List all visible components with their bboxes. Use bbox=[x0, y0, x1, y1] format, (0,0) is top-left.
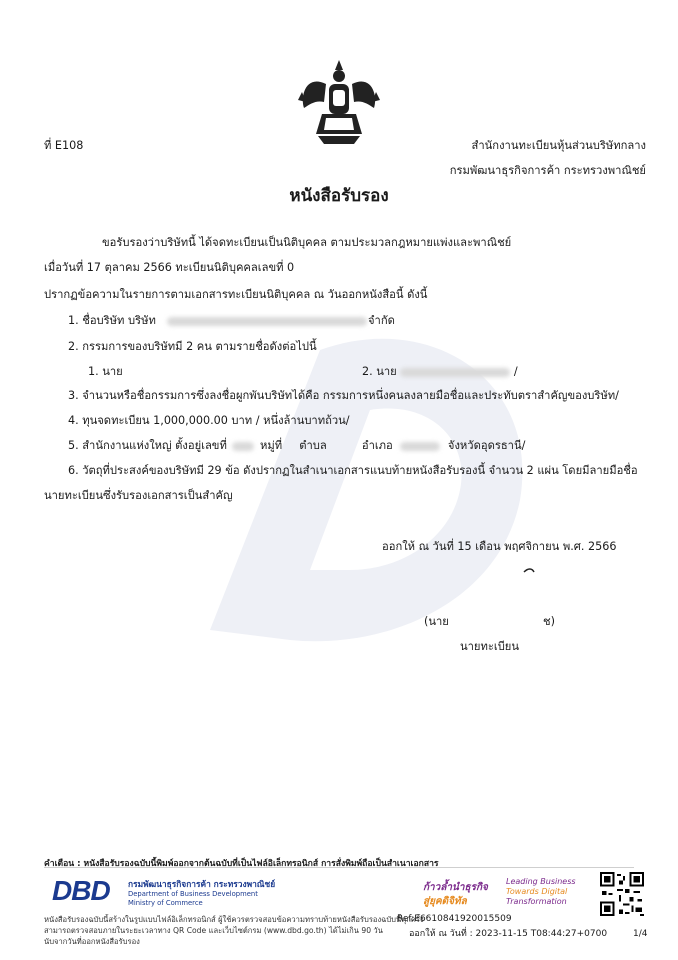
qr-code bbox=[600, 872, 644, 916]
item-company-name bbox=[68, 314, 367, 328]
redacted-amphoe bbox=[400, 442, 440, 451]
slogan-thai-2: สู่ยุคดิจิทัล bbox=[423, 896, 467, 907]
registrar-name-close: ช) bbox=[543, 615, 555, 628]
department-thai: กรมพัฒนาธุรกิจการค้า กระทรวงพาณิชย์ bbox=[128, 879, 276, 889]
slogan-english-2: Towards Digital bbox=[506, 887, 568, 896]
director-1-label: 1. นาย bbox=[88, 365, 123, 378]
intro-line-1: ขอรับรองว่าบริษัทนี้ ได้จดทะเบียนเป็นนิติบุคคล ตามประมวลกฎหมายแพ่งและพาณิชย์ bbox=[102, 236, 512, 249]
province-label: จังหวัดอุดรธานี/ bbox=[447, 439, 526, 452]
footer-divider bbox=[44, 867, 634, 868]
dbd-logo-text: DBD bbox=[52, 875, 110, 906]
item-objectives-cont: นายทะเบียนซึ่งรับรองเอกสารเป็นสำคัญ bbox=[44, 489, 233, 502]
dbd-logo bbox=[52, 876, 124, 906]
item-registered-capital: 4. ทุนจดทะเบียน 1,000,000.00 บาท / หนึ่งล้านบาทถ้วน/ bbox=[68, 414, 350, 427]
item-authorized-signatory: 3. จำนวนหรือชื่อกรรมการซึ่งลงชื่อผูกพันบริษัทได้คือ กรรมการหนึ่งคนลงลายมือชื่อและประทับตราสำคัญของบริษัท/ bbox=[68, 389, 619, 402]
signature-mark bbox=[520, 566, 540, 576]
director-2-end: / bbox=[513, 365, 518, 378]
intro-line-2-text: เมื่อวันที่ 17 ตุลาคม 2566 ทะเบียนนิติบุคคลเลขที่ 0 bbox=[44, 261, 295, 274]
document-number: ที่ E108 bbox=[44, 139, 84, 152]
registrar-title: นายทะเบียน bbox=[460, 640, 519, 653]
director-2-label: 2. นาย bbox=[362, 365, 397, 378]
director-1 bbox=[88, 365, 123, 379]
slogan-thai-1: ก้าวล้ำนำธุรกิจ bbox=[423, 882, 488, 893]
page-number: 1/4 bbox=[633, 929, 648, 939]
company-name-label: 1. ชื่อบริษัท บริษัท bbox=[68, 314, 156, 327]
redacted-house-number bbox=[232, 442, 254, 451]
slogan-english-1: Leading Business bbox=[506, 877, 576, 886]
item-objectives: 6. วัตถุที่ประสงค์ของบริษัทมี 29 ข้อ ดังปรากฏในสำเนาเอกสารแนบท้ายหนังสือรับรองนี้ จำนวน 2 แผ่น โดยมีลายมือชื่อ bbox=[68, 464, 638, 477]
item-head-office bbox=[68, 439, 525, 453]
garuda-emblem bbox=[296, 56, 382, 146]
amphoe-label: อำเภอ bbox=[361, 439, 393, 452]
footer-note-1: หนังสือรับรองฉบับนี้สร้างในรูปแบบไฟล์อิเล็กทรอนิกส์ ผู้ใช้ควรตรวจสอบข้อความทราบท้ายหนังสือรับรองฉบับนี้ทุกครั้ง bbox=[44, 915, 424, 924]
item-directors: 2. กรรมการของบริษัทมี 2 คน ตามรายชื่อดังต่อไปนี้ bbox=[68, 340, 317, 353]
director-2 bbox=[362, 365, 518, 379]
intro-line-2 bbox=[44, 261, 294, 275]
reference-number: Ref:E6610841920015509 bbox=[397, 914, 512, 924]
redacted-director-2 bbox=[400, 368, 510, 377]
registrar-name-open: (นาย bbox=[424, 615, 449, 628]
head-office-label: 5. สำนักงานแห่งใหญ่ ตั้งอยู่เลขที่ bbox=[68, 439, 227, 452]
slogan-english-3: Transformation bbox=[506, 897, 567, 906]
footer-note-2: สามารถตรวจสอบภายในระยะเวลาทาง QR Code และเว็บไซต์กรม (www.dbd.go.th) ได้ไม่เกิน 90 วัน bbox=[44, 926, 383, 935]
redacted-company-name bbox=[167, 317, 367, 326]
intro-line-3: ปรากฏข้อความในรายการตามเอกสารทะเบียนนิติบุคคล ณ วันออกหนังสือนี้ ดังนี้ bbox=[44, 288, 428, 301]
ministry-english: Ministry of Commerce bbox=[128, 899, 203, 907]
issued-date: ออกให้ ณ วันที่ 15 เดือน พฤศจิกายน พ.ศ. 2566 bbox=[382, 540, 617, 553]
footer-warning: คำเตือน : หนังสือรับรองฉบับนี้พิมพ์ออกจากต้นฉบับที่เป็นไฟล์อิเล็กทรอนิกส์ การสั่งพิมพ์ถือเป็นสำเนาเอกสาร bbox=[44, 859, 439, 869]
department-english: Department of Business Development bbox=[128, 890, 258, 898]
issued-timestamp: ออกให้ ณ วันที่ : 2023-11-15 T08:44:27+0700 bbox=[409, 929, 608, 939]
document-title: หนังสือรับรอง bbox=[289, 186, 389, 206]
moo-label: หมู่ที่ bbox=[259, 439, 283, 452]
footer-note-3: นับจากวันที่ออกหนังสือรับรอง bbox=[44, 937, 140, 946]
company-suffix: จำกัด bbox=[368, 314, 395, 327]
office-name: สำนักงานทะเบียนหุ้นส่วนบริษัทกลาง bbox=[471, 139, 646, 152]
tambon-label: ตำบล bbox=[299, 439, 327, 452]
department-name: กรมพัฒนาธุรกิจการค้า กระทรวงพาณิชย์ bbox=[449, 164, 646, 177]
